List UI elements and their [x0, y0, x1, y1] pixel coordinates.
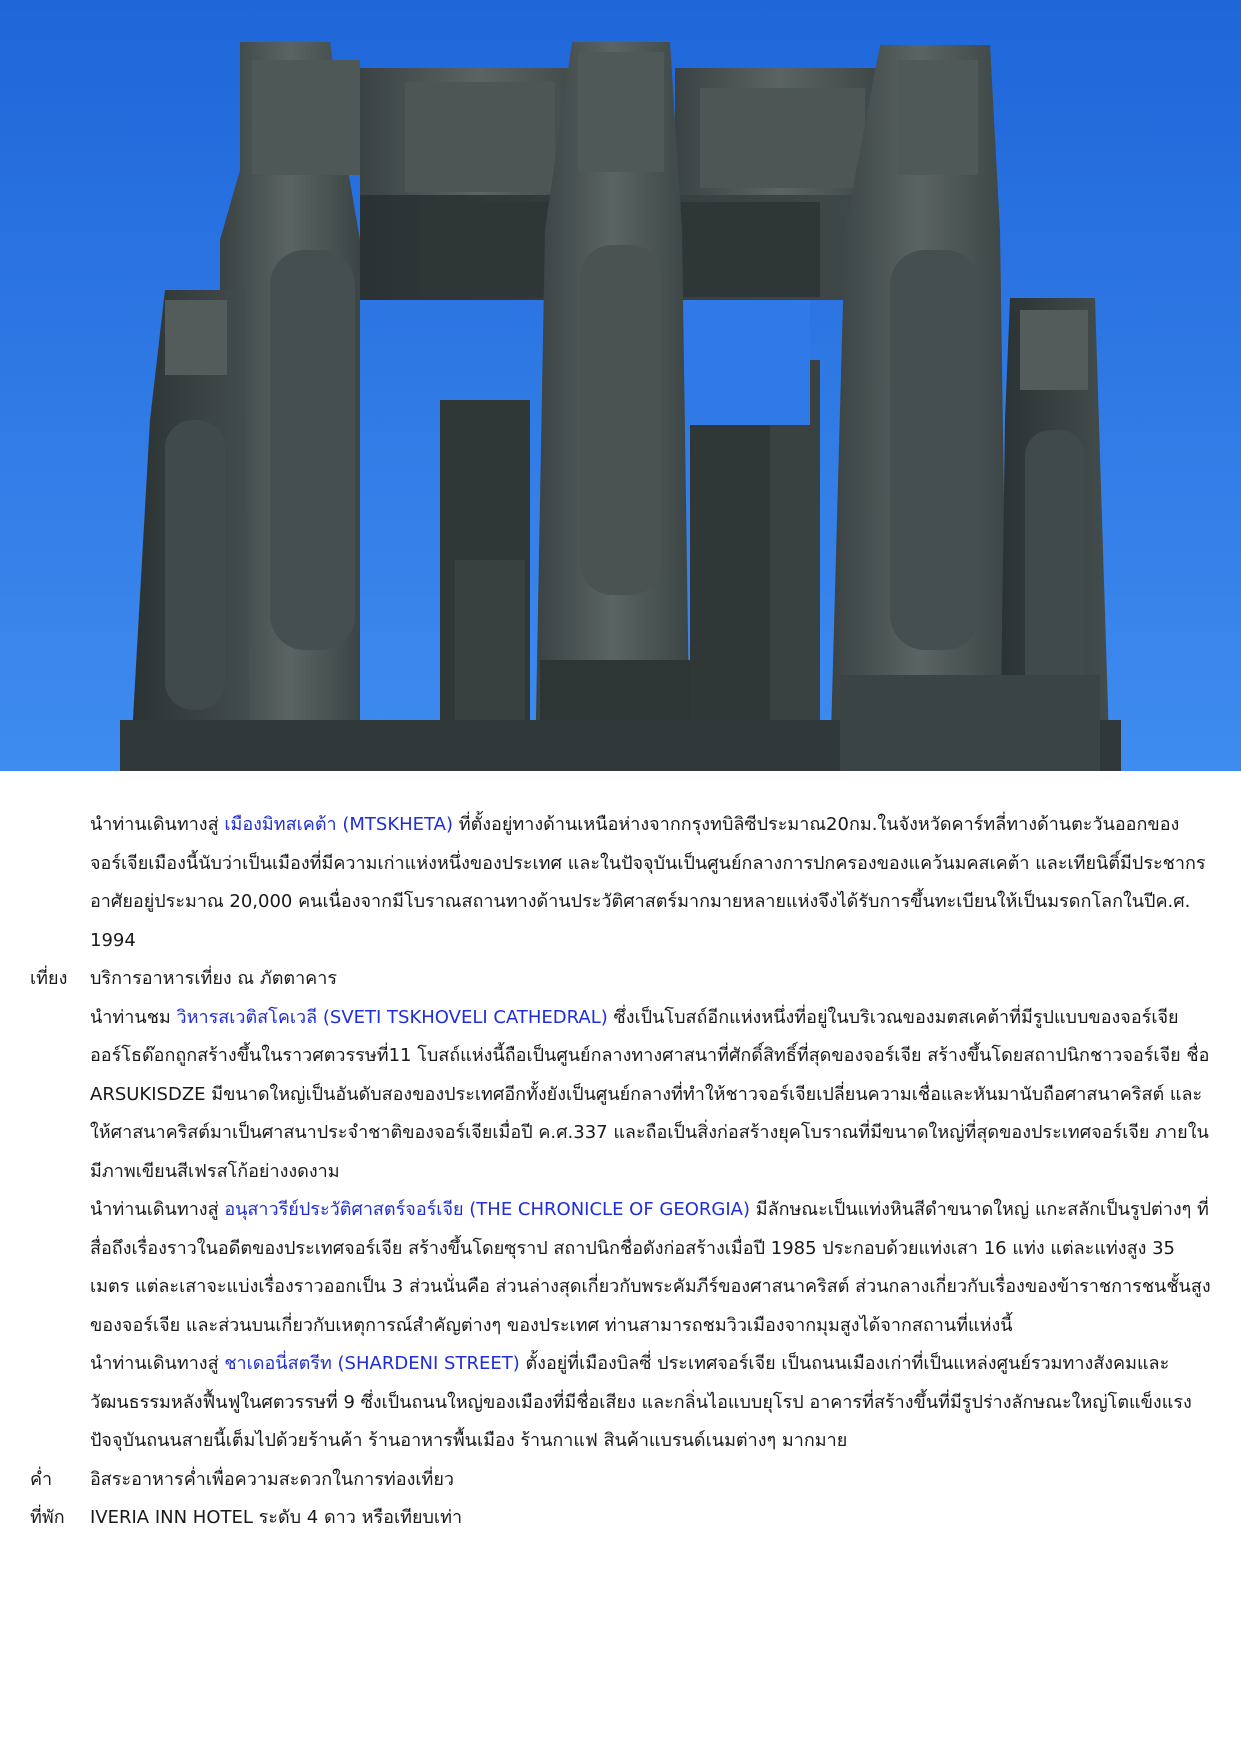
- chronicle-of-georgia-photo: [0, 0, 1241, 771]
- time-label: [30, 999, 90, 1192]
- paragraph-text: ซึ่งเป็นโบสถ์อีกแห่งหนึ่งที่อยู่ในบริเวณของมตสเคต้าที่มีรูปแบบของจอร์เจียออร์โธด๊อกถูกสร้างขึ้นในราวศตวรรษที่11 โบสถ์แห่งนี้ถือเป็นศูนย์กลางทางศาสนาที่ศักดิ์สิทธิ์ที่สุดของจอร์เจีย สร้างขึ้นโดยสถาปนิกชาวจอร์เจีย ชื่อ ARSUKISDZE มีขนาดใหญ่เป็นอันดับสองของประเทศอีกทั้งยังเป็นศูนย์กลางที่ทำให้ชาวจอร์เจียเปลี่ยนความเชื่อและหันมานับถือศาสนาคริสต์ และให้ศาสนาคริสต์มาเป็นศาสนาประจำชาติของจอร์เจียเมื่อปี ค.ศ.337 และถือเป็นสิ่งก่อสร้างยุคโบราณที่มีขนาดใหญ่ที่สุดของประเทศจอร์เจีย ภายในมีภาพเขียนสีเฟรสโก้อย่างงดงาม: [90, 1006, 1210, 1182]
- paragraph-text: ตั้งอยู่ที่เมืองบิลซี่ ประเทศจอร์เจีย เป็นถนนเมืองเก่าที่เป็นแหล่งศูนย์รวมทางสังคมและวัฒนธรรมหลังฟื้นฟูในศตวรรษที่ 9 ซึ่งเป็นถนนใหญ่ของเมืองที่มีชื่อเสียง และกลิ่นไอแบบยุโรป อาคารที่สร้างขึ้นที่มีรูปร่างลักษณะใหญ่โตแข็งแรง ปัจจุบันถนนสายนี้เต็มไปด้วยร้านค้า ร้านอาหารพื้นเมือง ร้านกาแฟ สินค้าแบรนด์เนมต่างๆ มากมาย: [90, 1353, 1192, 1451]
- itinerary-text: [30, 806, 1215, 1538]
- highlighted-place: ชาเดอนี่สตรีท (SHARDENI STREET): [224, 1353, 520, 1374]
- paragraph-text: นำท่านชม: [90, 1006, 177, 1028]
- itinerary-paragraph-cathedral: [30, 999, 1215, 1192]
- paragraph-text: นำท่านเดินทางสู่: [90, 1353, 225, 1374]
- highlighted-place: เมืองมิทสเคต้า (MTSKHETA): [224, 814, 453, 835]
- itinerary-paragraph-mtskheta: [30, 806, 1215, 960]
- itinerary-paragraph-dinner: [30, 1461, 1215, 1500]
- paragraph-text: บริการอาหารเที่ยง ณ ภัตตาคาร: [90, 968, 337, 989]
- time-label: ค่ำ: [30, 1468, 53, 1490]
- paragraph-text: ที่ตั้งอยู่ทางด้านเหนือห่างจากกรุงทบิลิซีประมาณ20กม.ในจังหวัดคาร์ทลี่ทางด้านตะวันออกของจอร์เจียเมืองนี้นับว่าเป็นเมืองที่มีความเก่าแห่งหนึ่งของประเทศ และในปัจจุบันเป็นศูนย์กลางการปกครองของแคว้นมคสเคต้า และเทียนิติ์มีประชากรอาศัยอยู่ประมาณ 20,000 คนเนื่องจากมีโบราณสถานทางด้านประวัติศาสตร์มากมายหลายแห่งจึงได้รับการขึ้นทะเบียนให้เป็นมรดกโลกในปีค.ศ. 1994: [90, 814, 1206, 951]
- time-label: [30, 1191, 90, 1345]
- highlighted-place: อนุสาวรีย์ประวัติศาสตร์จอร์เจีย (THE CHRONICLE OF GEORGIA): [224, 1199, 750, 1220]
- time-label: [30, 1345, 90, 1461]
- time-label: เที่ยง: [30, 968, 68, 989]
- paragraph-text: อิสระอาหารค่ำเพื่อความสะดวกในการท่องเที่ยว: [90, 1468, 455, 1490]
- itinerary-paragraph-lunch: [30, 960, 1215, 999]
- time-label: ที่พัก: [30, 1507, 65, 1528]
- time-label: [30, 806, 90, 960]
- itinerary-paragraph-chronicle: [30, 1191, 1215, 1345]
- itinerary-paragraph-shardeni: [30, 1345, 1215, 1461]
- paragraph-text: มีลักษณะเป็นแท่งหินสีดำขนาดใหญ่ แกะสลักเป็นรูปต่างๆ ที่สื่อถึงเรื่องราวในอดีตของประเทศจอร์เจีย สร้างขึ้นโดยซุราป สถาปนิกชื่อดังก่อสร้างเมื่อปี 1985 ประกอบด้วยแท่งเสา 16 แท่ง แต่ละแท่งสูง 35 เมตร แต่ละเสาจะแบ่งเรื่องราวออกเป็น 3 ส่วนนั่นคือ ส่วนล่างสุดเกี่ยวกับพระคัมภีร์ของศาสนาคริสต์ ส่วนกลางเกี่ยวกับเรื่องของข้าราชการชนชั้นสูงของจอร์เจีย และส่วนบนเกี่ยวกับเหตุการณ์สำคัญต่างๆ ของประเทศ ท่านสามารถชมวิวเมืองจากมุมสูงได้จากสถานที่แห่งนี้: [90, 1199, 1211, 1336]
- paragraph-text: นำท่านเดินทางสู่: [90, 1199, 225, 1220]
- highlighted-place: วิหารสเวติสโคเวลี (SVETI TSKHOVELI CATHEDRAL): [176, 1006, 608, 1028]
- itinerary-paragraph-hotel: [30, 1499, 1215, 1538]
- paragraph-text: IVERIA INN HOTEL ระดับ 4 ดาว หรือเทียบเท่า: [90, 1507, 463, 1528]
- paragraph-text: นำท่านเดินทางสู่: [90, 814, 225, 835]
